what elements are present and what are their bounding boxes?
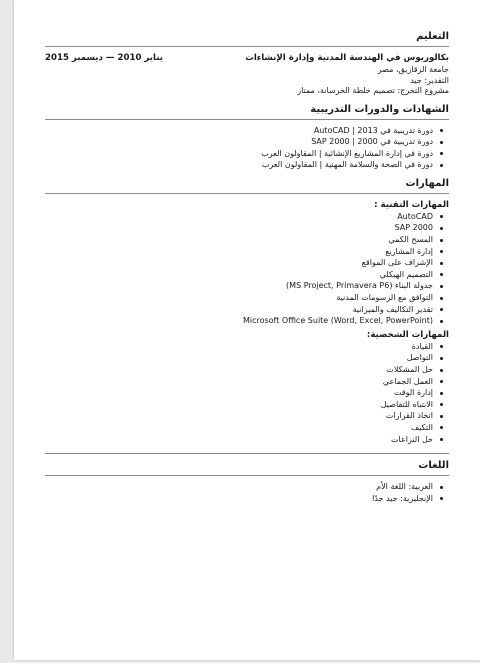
certifications-list [45, 125, 449, 171]
list-item: حل النزاعات [45, 434, 445, 446]
list-item: الإشراف على المواقع [45, 257, 445, 269]
section-divider [45, 453, 449, 454]
technical-skills-list [45, 211, 449, 327]
section-divider [45, 119, 449, 120]
list-item: المسح الكمي [45, 234, 445, 246]
list-item: العمل الجماعي [45, 376, 445, 388]
list-item: دورة تدريبية في 2013 | AutoCAD [45, 125, 445, 137]
list-item: حل المشكلات [45, 364, 445, 376]
list-item: القيادة [45, 341, 445, 353]
personal-skills-title: المهارات الشخصية: [366, 329, 449, 340]
list-item: دورة تدريبية في 2000 | SAP 2000 [45, 136, 445, 148]
list-item: التكيف [45, 422, 445, 434]
education-grade: التقدير: جيد [410, 75, 449, 85]
education-title: التعليم [416, 31, 449, 42]
languages-title: اللغات [418, 460, 449, 472]
list-item: AutoCAD [45, 211, 445, 223]
list-item: Microsoft Office Suite (Word, Excel, PowerPoint) [45, 315, 445, 327]
section-divider [45, 475, 449, 476]
list-item: الإنجليزية: جيد جدًا [45, 493, 445, 505]
resume-page [14, 0, 480, 660]
list-item: الانتباه للتفاصيل [45, 399, 445, 411]
list-item: جدولة البناء (MS Project, Primavera P6) [45, 280, 445, 292]
list-item: دورة في إدارة المشاريع الإنشائية | المقاولون العرب [45, 148, 445, 160]
list-item: دورة في الصحة والسلامة المهنية | المقاولون العرب [45, 159, 445, 171]
list-item: التصميم الهيكلي [45, 269, 445, 281]
skills-title: المهارات [405, 177, 449, 189]
list-item: اتخاذ القرارات [45, 410, 445, 422]
education-university: جامعة الزقازيق، مصر [377, 65, 449, 74]
list-item: العربية: اللغة الأم [45, 481, 445, 493]
section-divider [45, 193, 449, 194]
list-item: تقدير التكاليف والميزانية [45, 304, 445, 316]
personal-skills-list [45, 341, 449, 445]
technical-skills-title: المهارات التقنية : [374, 199, 449, 210]
education-degree: بكالوريوس في الهندسة المدنية وإدارة الإنشاءات [245, 53, 449, 63]
section-divider [45, 46, 449, 47]
list-item: التوافق مع الرسومات المدنية [45, 292, 445, 304]
certifications-title: الشهادات والدورات التدريبية [310, 103, 449, 115]
education-project: مشروع التخرج: تصميم خلطة الخرسانة، ممتاز [297, 86, 449, 95]
education-header [45, 52, 449, 65]
languages-list [45, 481, 449, 504]
list-item: إدارة الوقت [45, 387, 445, 399]
education-dates: يناير 2010 — ديسمبر 2015 [45, 53, 163, 63]
list-item: التواصل [45, 352, 445, 364]
list-item: إدارة المشاريع [45, 246, 445, 258]
list-item: SAP 2000 [45, 222, 445, 234]
